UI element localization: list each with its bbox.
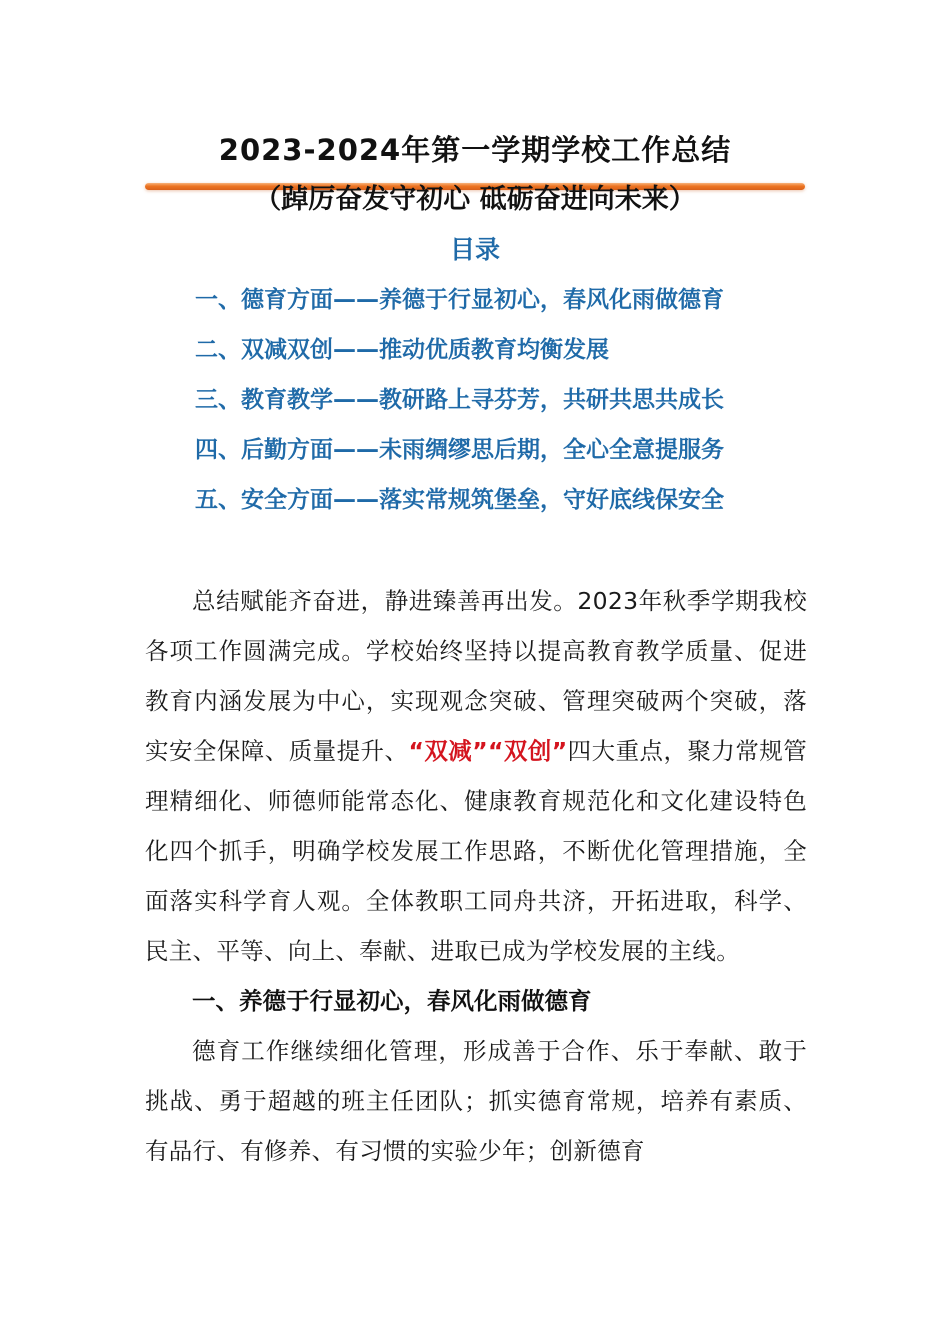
document-subtitle: （踔厉奋发守初心 砥砺奋进向未来） bbox=[254, 184, 696, 215]
toc-item-5[interactable]: 五、安全方面——落实常规筑堡垒，守好底线保安全 bbox=[195, 487, 724, 513]
toc-heading: 目录 bbox=[449, 235, 500, 264]
section-1-paragraph: 德育工作继续细化管理，形成善于合作、乐于奉献、敢于挑战、勇于超越的班主任团队；抓实德育常规，培养有素质、有品行、有修养、有习惯的实验少年；创新德育 bbox=[145, 1037, 807, 1165]
intro-paragraph bbox=[145, 576, 807, 976]
highlight-shuangchuang: “双创” bbox=[487, 737, 568, 765]
toc-item-3[interactable]: 三、教育教学——教研路上寻芬芳，共研共思共成长 bbox=[195, 387, 724, 413]
table-of-contents bbox=[195, 279, 815, 529]
toc-item-2[interactable]: 二、双减双创——推动优质教育均衡发展 bbox=[195, 337, 609, 363]
document-title: 2023-2024年第一学期学校工作总结 bbox=[218, 133, 732, 167]
intro-text-part1: 总结赋能齐奋进，静进臻善再出发。2023年秋季学期我校各项工作圆满完成。学校始终坚持以提高教育教学质量、促进教育内涵发展为中心，实现观念突破、管理突破两个突破，落实安全保障、质量提升、 bbox=[145, 587, 807, 765]
body-text bbox=[145, 576, 807, 1176]
toc-item-4[interactable]: 四、后勤方面——未雨绸缪思后期，全心全意提服务 bbox=[195, 437, 724, 463]
highlight-shuangjian: “双减” bbox=[408, 737, 488, 765]
toc-item-1[interactable]: 一、德育方面——养德于行显初心，春风化雨做德育 bbox=[195, 287, 724, 313]
intro-text-part2: 四大重点，聚力常规管理精细化、师德师能常态化、健康教育规范化和文化建设特色化四个抓手，明确学校发展工作思路，不断优化管理措施，全面落实科学育人观。全体教职工同舟共济，开拓进取，科学、民主、平等、向上、奉献、进取已成为学校发展的主线。 bbox=[145, 737, 808, 965]
section-1-heading: 一、养德于行显初心，春风化雨做德育 bbox=[192, 987, 592, 1015]
